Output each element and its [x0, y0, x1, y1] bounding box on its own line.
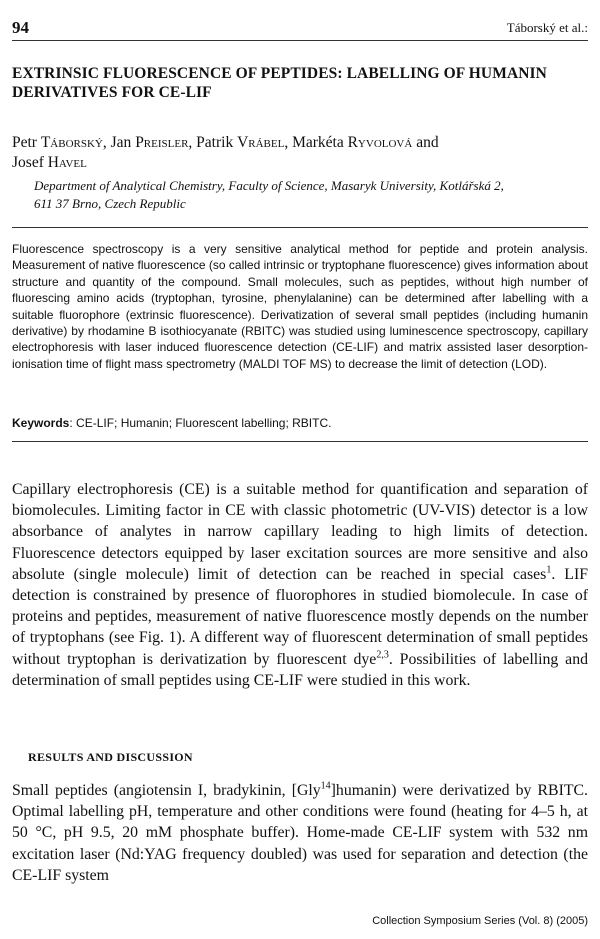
author-surname: Ryvolová	[347, 134, 413, 151]
author-list: Petr Táborský, Jan Preisler, Patrik Vrábel, Markéta Ryvolová and Josef Havel	[12, 134, 439, 171]
abstract: Fluorescence spectroscopy is a very sensitive analytical method for peptide and protein analysis. Measurement of native fluorescence (so called intrinsic or tryptophane fluorescence) gives information about structure and quantity of the compound. Small molecules, such as peptides, without high number of fluorescing amino acids (tryptophan, tyrosine, phenylalanine) can be determined after labelling with a suitable fluorophore (extrinsic fluorescence). Derivatization of several small peptides (including humanin derivative) by rhodamine B isothiocyanate (RBITC) was studied using luminescence spectroscopy, capillary electrophoresis with laser induced fluorescence detection (CE-LIF) and matrix assisted laser desorption-ionisation time of flight mass spectrometry (MALDI TOF MS) to decrease the limit of detection (LOD).	[12, 242, 588, 371]
abstract-rule-top	[12, 227, 588, 228]
keywords-text: : CE-LIF; Humanin; Fluorescent labelling; RBITC.	[69, 416, 332, 430]
keywords-label: Keywords	[12, 416, 70, 430]
author-surname: Havel	[47, 154, 87, 171]
running-head: Táborský et al.:	[506, 20, 588, 35]
abstract-rule-bottom	[12, 441, 588, 442]
introduction-paragraph	[12, 479, 588, 691]
affiliation-line-2: 611 37 Brno, Czech Republic	[34, 196, 186, 211]
header-rule	[12, 40, 588, 41]
page-header	[12, 18, 588, 38]
affiliation-line-1: Department of Analytical Chemistry, Faculty of Science, Masaryk University, Kotlářská 2,	[34, 178, 504, 193]
author-surname: Táborský	[40, 134, 103, 151]
author-surname: Vrábel	[237, 134, 285, 151]
title-line-1: EXTRINSIC FLUORESCENCE OF PEPTIDES: LABELLING OF HUMANIN	[12, 65, 547, 82]
reference-2-3: 2,3	[376, 649, 389, 661]
affiliation	[34, 177, 588, 213]
title-line-2: DERIVATIVES FOR CE-LIF	[12, 84, 212, 101]
results-text-1: Small peptides (angiotensin I, bradykinin, [Gly	[12, 782, 321, 799]
author-given: Petr	[12, 134, 37, 151]
results-paragraph	[12, 780, 588, 886]
author-given: Patrik	[196, 134, 234, 151]
author-surname: Preisler	[135, 134, 189, 151]
intro-text-1: Capillary electrophoresis (CE) is a suitable method for quantification and separation of biomolecules. Limiting factor in CE with classic photometric (UV-VIS) detector is a low absorbance of analytes in narrow capillary leading to high limits of detection. Fluorescence detectors equipped by laser excitation sources are more sensitive and also absolute (single molecule) limit of detection can be reached in special cases	[12, 481, 588, 583]
intro-text-2: . LIF detection is constrained by presence of fluorophores in studied biomolecule. In case of proteins and peptides, measurement of native fluorescence mostly depends on the number of tryptophans (see Fig. 1). A different way of fluorescent determination of small peptides without tryptophan is derivatization by fluorescent dye	[12, 565, 588, 668]
author-given: Josef	[12, 154, 44, 171]
results-text-2: ]humanin) were derivatized by RBITC. Optimal labelling pH, temperature and other conditions were found (heating for 4–5 h, at 50 °C, pH 9.5, 20 mM phosphate buffer). Home-made CE-LIF system with 532 nm excitation laser (Nd:YAG frequency doubled) was used for separation and detection (the CE-LIF system	[12, 782, 588, 884]
article-title	[12, 64, 588, 102]
intro-text-3: . Possibilities of labelling and determination of small peptides using CE-LIF were studied in this work.	[12, 650, 588, 689]
keywords	[12, 415, 588, 431]
page-number: 94	[12, 18, 29, 37]
section-heading: RESULTS AND DISCUSSION	[28, 750, 193, 764]
gly-superscript: 14	[320, 780, 331, 792]
reference-1: 1	[546, 564, 552, 576]
author-given: Markéta	[292, 134, 344, 151]
author-given: Jan	[110, 134, 132, 151]
page-footer: Collection Symposium Series (Vol. 8) (2005)	[372, 915, 588, 927]
